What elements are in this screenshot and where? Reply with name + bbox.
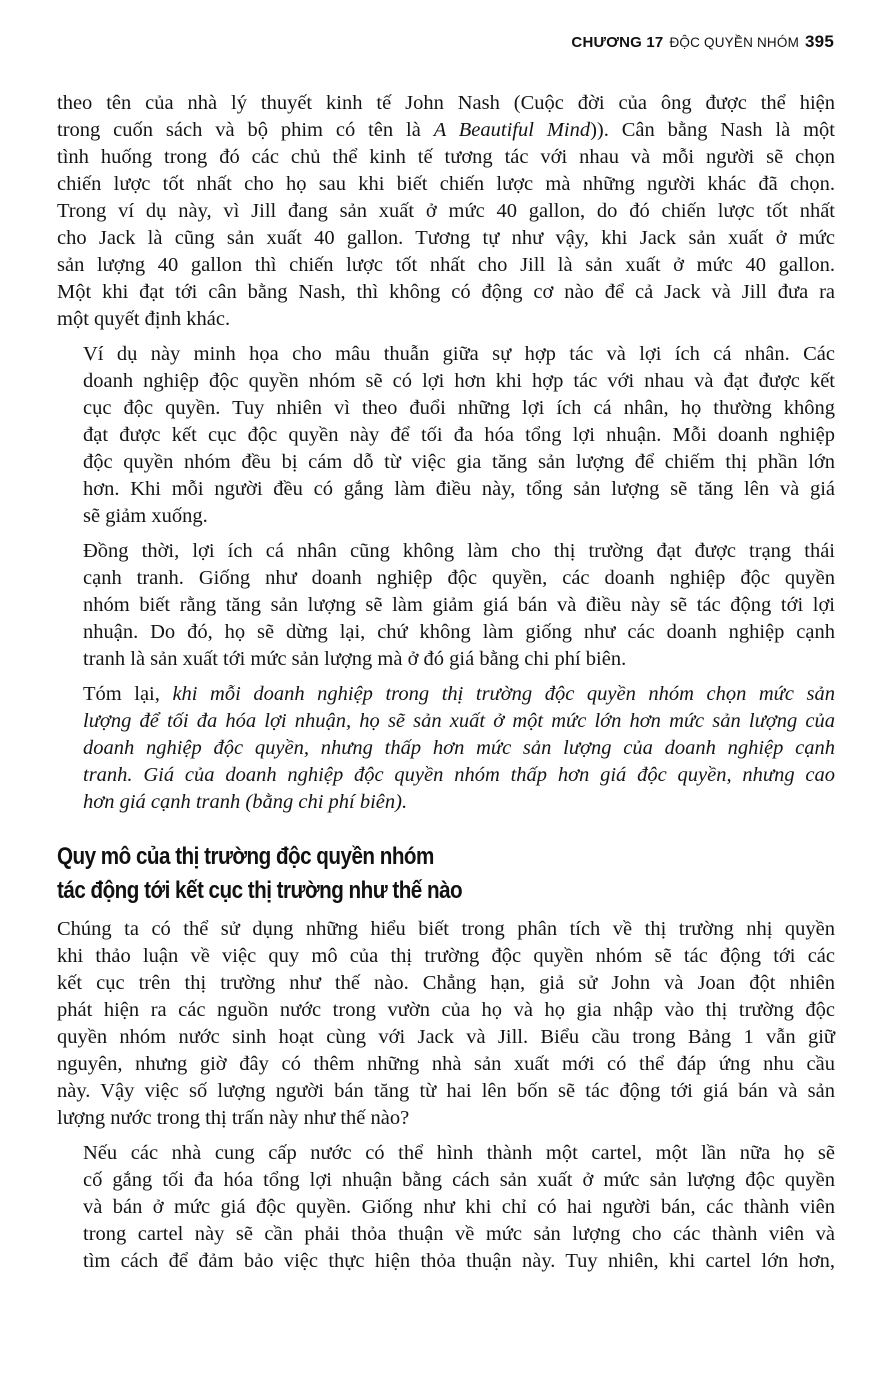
text-line: nguyên, nhưng giờ đây có thêm những nhà sản xuất mới có thể đáp ứng nhu cầu <box>57 1053 835 1075</box>
text-line: Ví dụ này minh họa cho mâu thuẫn giữa sự hợp tác và lợi ích cá nhân. Các <box>83 343 835 365</box>
text-line: nhuận. Do đó, họ sẽ dừng lại, chứ không làm giống như các doanh nghiệp cạnh <box>83 621 835 643</box>
text-line: Một khi đạt tới cân bằng Nash, thì không có động cơ nào để cả Jack và Jill đưa ra <box>57 281 835 303</box>
text-line: tìm cách để đảm bảo việc thực hiện thỏa thuận này. Tuy nhiên, khi cartel lớn hơn, <box>83 1250 835 1272</box>
text-line: sản lượng 40 gallon thì chiến lược tốt nhất cho Jill là sản xuất ở mức 40 gallon. <box>57 254 835 276</box>
text-span: trong cuốn sách và bộ phim có tên là <box>57 119 434 141</box>
italic-span: doanh nghiệp độc quyền, nhưng thấp hơn mức sản lượng của doanh nghiệp cạnh <box>83 737 835 759</box>
text-line: Chúng ta có thể sử dụng những hiểu biết trong phân tích về thị trường nhị quyền <box>57 918 835 940</box>
text-span: )). Cân bằng Nash là một <box>590 119 836 141</box>
summary-paragraph <box>57 681 835 816</box>
text-line: chiến lược tốt nhất cho họ sau khi biết chiến lược mà những người khác đã chọn. <box>57 173 835 195</box>
text-line: cho Jack là cũng sản xuất 40 gallon. Tương tự như vậy, khi Jack sản xuất ở mức <box>57 227 835 249</box>
paragraph-1 <box>57 90 835 333</box>
text-line <box>57 762 835 789</box>
section-heading <box>57 840 726 908</box>
text-line: cạnh tranh. Giống như doanh nghiệp độc quyền, các doanh nghiệp độc quyền <box>83 567 835 589</box>
heading-line: Quy mô của thị trường độc quyền nhóm <box>57 843 434 870</box>
text-line: Nếu các nhà cung cấp nước có thể hình thành một cartel, một lần nữa họ sẽ <box>83 1142 835 1164</box>
text-line: phát hiện ra các nguồn nước trong vườn của họ và họ gia nhập vào thị trường độc <box>57 999 835 1021</box>
text-line <box>57 789 835 816</box>
text-line: Trong ví dụ này, vì Jill đang sản xuất ở mức 40 gallon, do đó chiến lược tốt nhất <box>57 200 835 222</box>
italic-span: tranh. Giá của doanh nghiệp độc quyền nhóm thấp hơn giá độc quyền, nhưng cao <box>83 764 835 786</box>
text-line: đạt được kết cục độc quyền này để tối đa hóa tổng lợi nhuận. Mỗi doanh nghiệp <box>83 424 835 446</box>
text-line: khi thảo luận về việc quy mô của thị trường độc quyền nhóm sẽ tác động tới các <box>57 945 835 967</box>
text-line: tranh là sản xuất tới mức sản lượng mà ở đó giá bằng chi phí biên. <box>83 648 627 670</box>
heading-line: tác động tới kết cục thị trường như thế nào <box>57 877 463 904</box>
italic-span: lượng để tối đa hóa lợi nhuận, họ sẽ sản xuất ở một mức lớn hơn mức sản lượng của <box>83 710 835 732</box>
text-span: Tóm lại, <box>83 683 173 705</box>
text-line <box>57 117 835 144</box>
text-line: độc quyền nhóm đều bị cám dỗ từ việc gia tăng sản lượng để chiếm thị phần lớn <box>83 451 835 473</box>
page-body <box>57 90 835 1283</box>
section-paragraph-2 <box>57 1140 835 1275</box>
section-paragraph-1 <box>57 916 835 1132</box>
text-line: này. Vậy việc số lượng người bán tăng từ hai lên bốn sẽ tác động tới giá bán và sản <box>57 1080 835 1102</box>
text-line: một quyết định khác. <box>57 308 231 330</box>
text-line: tình huống trong đó các chủ thể kinh tế tương tác với nhau và mỗi người sẽ chọn <box>57 146 835 168</box>
text-line <box>57 735 835 762</box>
text-line: kết cục trên thị trường như thế nào. Chẳng hạn, giả sử John và Joan đột nhiên <box>57 972 835 994</box>
text-line: trong cartel này sẽ cần phải thỏa thuận về mức sản lượng cho các thành viên và <box>83 1223 835 1245</box>
chapter-label: CHƯƠNG 17 <box>571 34 664 51</box>
text-line <box>57 681 835 708</box>
paragraph-3 <box>57 538 835 673</box>
italic-span: hơn giá cạnh tranh (bằng chi phí biên). <box>83 791 408 813</box>
italic-span: khi mỗi doanh nghiệp trong thị trường độc quyền nhóm chọn mức sản <box>172 683 835 705</box>
text-line: cục độc quyền. Tuy nhiên vì theo đuổi những lợi ích cá nhân, họ thường không <box>83 397 835 419</box>
book-title: A Beautiful Mind <box>433 119 591 141</box>
text-line: quyền nhóm nước sinh hoạt cùng với Jack và Jill. Biểu cầu trong Bảng 1 vẫn giữ <box>57 1026 835 1048</box>
text-line: Đồng thời, lợi ích cá nhân cũng không làm cho thị trường đạt được trạng thái <box>83 540 835 562</box>
paragraph-2 <box>57 341 835 530</box>
running-header <box>571 32 834 52</box>
chapter-title: ĐỘC QUYỀN NHÓM <box>669 35 800 50</box>
text-line: lượng nước trong thị trấn này như thế nào? <box>57 1107 410 1129</box>
text-line: hơn. Khi mỗi người đều có gắng làm điều này, tổng sản lượng sẽ tăng lên và giá <box>83 478 835 500</box>
page-number: 395 <box>805 32 834 51</box>
text-line: nhóm biết rằng tăng sản lượng sẽ làm giảm giá bán và điều này sẽ tác động tới lợi <box>83 594 835 616</box>
text-line: và bán ở mức giá độc quyền. Giống như khi chỉ có hai người bán, các thành viên <box>83 1196 835 1218</box>
text-line: cố gắng tối đa hóa tổng lợi nhuận bằng cách sản xuất ở mức sản lượng độc quyền <box>83 1169 835 1191</box>
text-line: sẽ giảm xuống. <box>83 505 208 527</box>
text-line: theo tên của nhà lý thuyết kinh tế John Nash (Cuộc đời của ông được thể hiện <box>57 92 835 114</box>
text-line <box>57 708 835 735</box>
text-line: doanh nghiệp độc quyền nhóm sẽ có lợi hơn khi hợp tác với nhau và đạt được kết <box>83 370 835 392</box>
